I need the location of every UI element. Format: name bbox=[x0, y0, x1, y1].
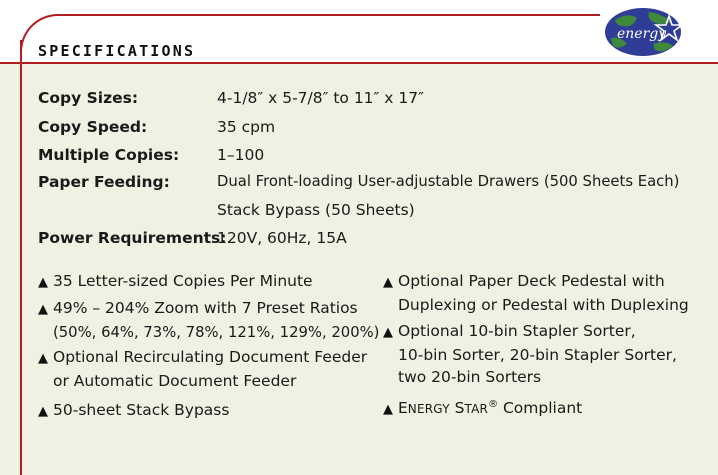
page-title: SPECIFICATIONS bbox=[38, 42, 196, 60]
spec-label: Multiple Copies: bbox=[38, 146, 180, 164]
feature-text: 50-sheet Stack Bypass bbox=[53, 401, 230, 419]
feature-text: Optional Paper Deck Pedestal with bbox=[398, 272, 665, 290]
triangle-bullet-icon: ▲ bbox=[38, 302, 48, 317]
spec-value: 4-1/8″ x 5-7/8″ to 11″ x 17″ bbox=[217, 89, 424, 107]
spec-value: Dual Front-loading User-adjustable Drawers (500 Sheets Each) bbox=[217, 173, 680, 190]
spec-value: 120V, 60Hz, 15A bbox=[217, 229, 347, 247]
spec-label: Copy Sizes: bbox=[38, 89, 139, 107]
spec-value: 35 cpm bbox=[217, 118, 276, 136]
feature-text: 10-bin Sorter, 20-bin Stapler Sorter, bbox=[398, 346, 677, 364]
triangle-bullet-icon: ▲ bbox=[38, 351, 48, 366]
feature-text: or Automatic Document Feeder bbox=[53, 372, 297, 390]
header-divider bbox=[0, 62, 718, 64]
feature-item bbox=[383, 394, 582, 421]
energy-star-logo bbox=[603, 6, 687, 58]
feature-text: two 20-bin Sorters bbox=[398, 368, 542, 386]
triangle-bullet-icon: ▲ bbox=[383, 275, 393, 290]
energy-logo-text: energy bbox=[617, 26, 667, 42]
feature-item bbox=[383, 320, 677, 388]
triangle-bullet-icon: ▲ bbox=[383, 402, 393, 418]
feature-text: Optional Recirculating Document Feeder bbox=[53, 348, 368, 366]
feature-text: (50%, 64%, 73%, 78%, 121%, 129%, 200%) bbox=[53, 324, 380, 341]
left-border-line bbox=[20, 40, 22, 475]
feature-text: Optional 10-bin Stapler Sorter, bbox=[398, 322, 636, 340]
feature-item bbox=[383, 270, 689, 316]
feature-text: Duplexing or Pedestal with Duplexing bbox=[398, 296, 689, 314]
feature-item bbox=[38, 270, 313, 294]
feature-item bbox=[38, 399, 229, 423]
triangle-bullet-icon: ▲ bbox=[383, 325, 393, 340]
spec-label: Paper Feeding: bbox=[38, 173, 170, 191]
triangle-bullet-icon: ▲ bbox=[38, 404, 48, 419]
spec-label: Copy Speed: bbox=[38, 118, 148, 136]
spec-value: Stack Bypass (50 Sheets) bbox=[217, 201, 415, 219]
spec-value: 1–100 bbox=[217, 146, 265, 164]
feature-item bbox=[38, 346, 367, 392]
triangle-bullet-icon: ▲ bbox=[38, 275, 48, 290]
spec-label: Power Requirements: bbox=[38, 229, 227, 247]
feature-text: 49% – 204% Zoom with 7 Preset Ratios bbox=[53, 299, 358, 317]
energy-star-text: ENERGY STAR® Compliant bbox=[398, 399, 583, 418]
feature-text: 35 Letter-sized Copies Per Minute bbox=[53, 272, 313, 290]
feature-item bbox=[38, 297, 379, 344]
